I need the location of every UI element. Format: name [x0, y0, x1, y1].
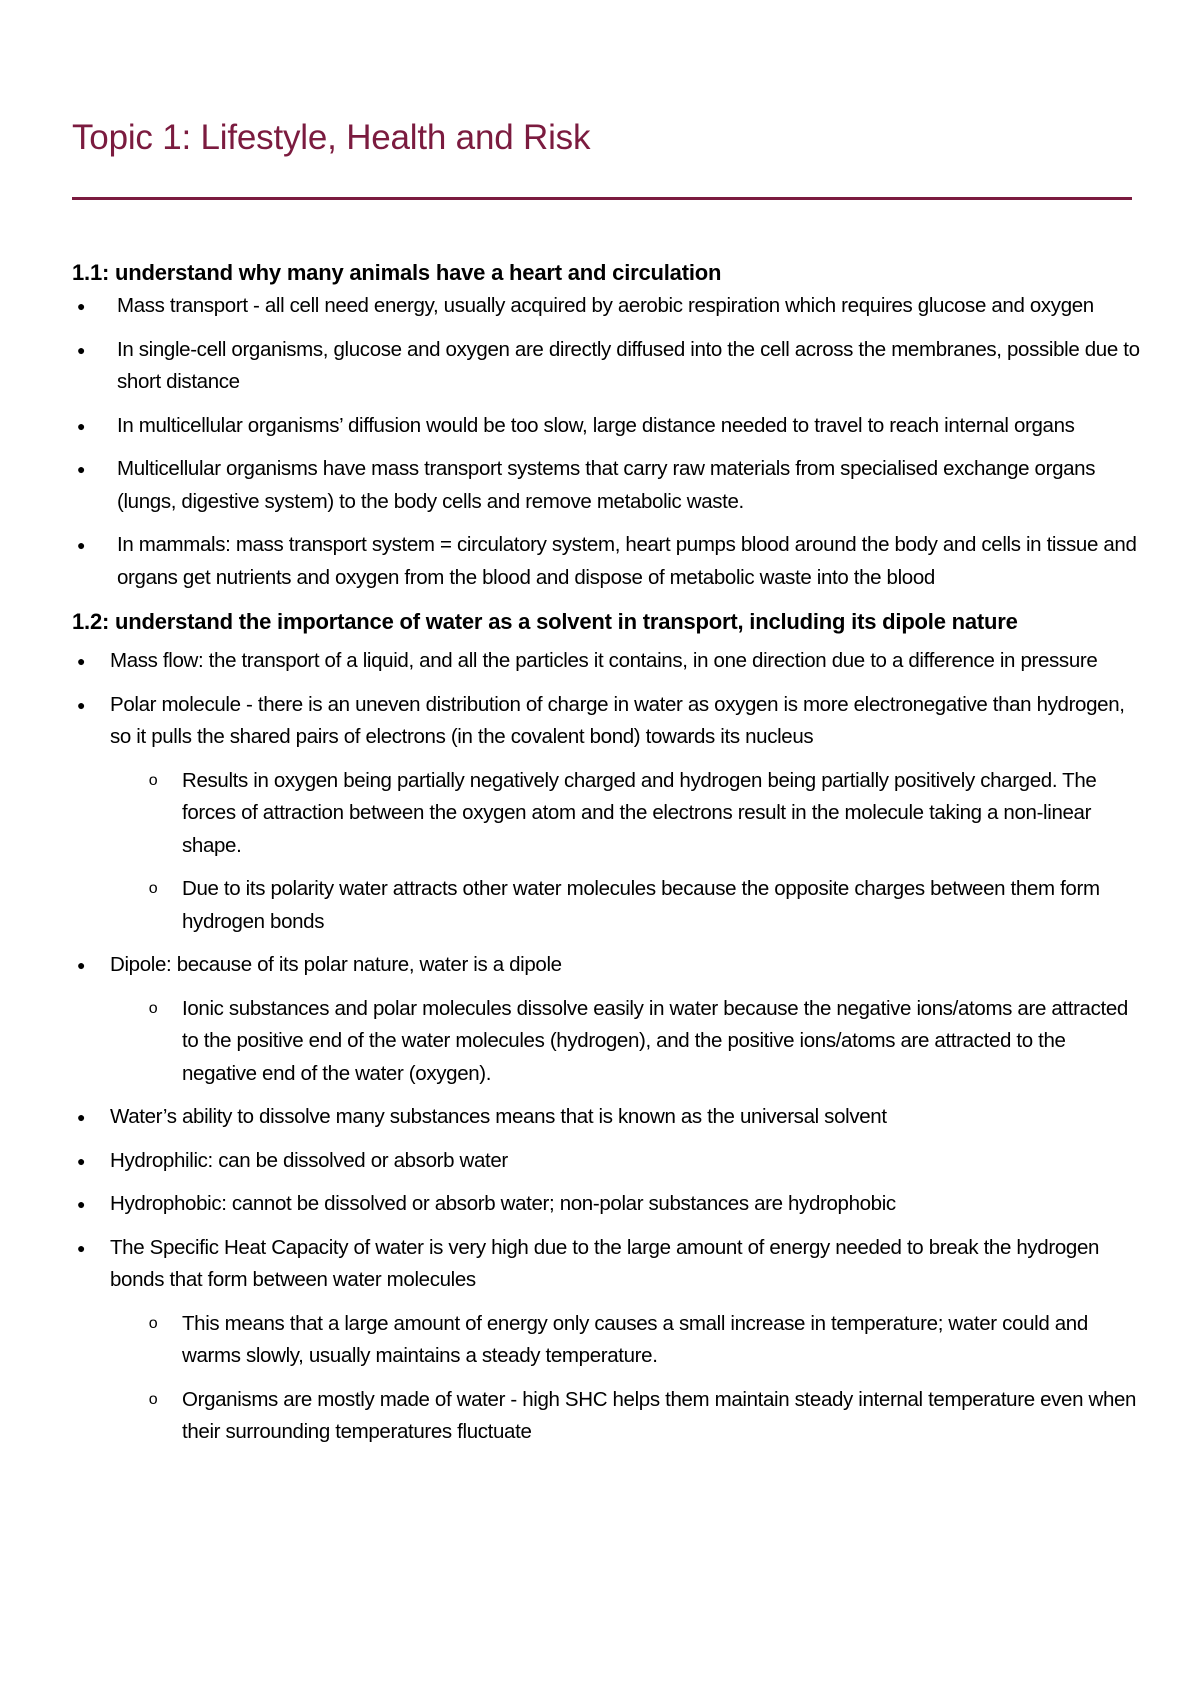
section-1-2-list — [72, 645, 1142, 754]
list-item-text: Dipole: because of its polar nature, water is a dipole — [110, 953, 562, 976]
list-item-text: Hydrophobic: cannot be dissolved or absorb water; non-polar substances are hydrophobic — [110, 1192, 896, 1215]
list-item-text: Results in oxygen being partially negatively charged and hydrogen being partially positively charged. The forces of attraction between the oxygen atom and the electrons result in the molecule taking a non-linear shape. — [182, 768, 1097, 857]
bullet-circle-icon: o — [148, 1390, 158, 1408]
document-title: Topic 1: Lifestyle, Health and Risk — [72, 118, 591, 157]
bullet-dot-icon: ● — [76, 653, 86, 669]
sub-list-item — [72, 993, 1142, 1091]
list-item-text: Due to its polarity water attracts other water molecules because the opposite charges between them form hydrogen bonds — [182, 877, 1100, 933]
section-heading-1-2: 1.2: understand the importance of water as a solvent in transport, including its dipole nature — [72, 609, 1018, 634]
bullet-dot-icon: ● — [76, 537, 86, 553]
bullet-dot-icon: ● — [76, 298, 86, 314]
list-item — [72, 689, 1142, 754]
bullet-dot-icon: ● — [76, 957, 86, 973]
list-item — [72, 290, 1142, 323]
section-1-1-list — [72, 290, 1142, 594]
bullet-circle-icon: o — [148, 1314, 158, 1332]
sub-list-item — [72, 873, 1142, 938]
list-item-text: Organisms are mostly made of water - high SHC helps them maintain steady internal temperature even when their surrounding temperatures fluctuate — [182, 1387, 1137, 1443]
bullet-dot-icon: ● — [76, 696, 86, 713]
list-item — [72, 334, 1142, 399]
list-item-text: Ionic substances and polar molecules dissolve easily in water because the negative ions/atoms are attracted to the positive end of the water molecules (hydrogen), and the positive ions/atoms are attracted to the negative end of the water (oxygen). — [182, 996, 1128, 1085]
sub-list-item — [72, 1384, 1142, 1449]
list-item-text: Water’s ability to dissolve many substances means that is known as the universal solvent — [110, 1105, 887, 1128]
list-item — [72, 1101, 1142, 1134]
bullet-dot-icon: ● — [76, 1239, 86, 1256]
sub-list — [72, 1308, 1142, 1449]
list-item-text: Mass flow: the transport of a liquid, and all the particles it contains, in one direction due to a difference in pressure — [110, 649, 1098, 672]
list-item — [72, 453, 1142, 518]
list-item-text: In multicellular organisms’ diffusion would be too slow, large distance needed to travel to reach internal organs — [117, 413, 1075, 437]
list-item-text: In mammals: mass transport system = circulatory system, heart pumps blood around the body and cells in tissue and organs get nutrients and oxygen from the blood and dispose of metabolic waste into the blood — [117, 533, 1137, 589]
list-item — [72, 645, 1142, 678]
list-item-text: This means that a large amount of energy only causes a small increase in temperature; water could and warms slowly, usually maintains a steady temperature. — [182, 1311, 1088, 1367]
list-item — [72, 410, 1142, 443]
bullet-circle-icon: o — [148, 771, 158, 789]
sub-list-item — [72, 765, 1142, 863]
list-item — [72, 1188, 1142, 1221]
bullet-dot-icon: ● — [76, 417, 86, 434]
bullet-circle-icon: o — [148, 880, 158, 897]
list-item-text: Polar molecule - there is an uneven distribution of charge in water as oxygen is more electronegative than hydrogen, so it pulls the shared pairs of electrons (in the covalent bond) towards its nucleus — [110, 692, 1125, 748]
list-item-text: Mass transport - all cell need energy, usually acquired by aerobic respiration which requires glucose and oxygen — [117, 294, 1094, 317]
document-body — [72, 256, 1142, 1460]
section-heading-1-1: 1.1: understand why many animals have a heart and circulation — [72, 260, 722, 285]
list-item-text: Multicellular organisms have mass transport systems that carry raw materials from specialised exchange organs (lungs, digestive system) to the body cells and remove metabolic waste. — [117, 457, 1096, 513]
sub-list — [72, 993, 1142, 1091]
title-divider — [72, 197, 1132, 200]
bullet-dot-icon: ● — [76, 1152, 86, 1169]
list-item-text: In single-cell organisms, glucose and oxygen are directly diffused into the cell across the membranes, possible due to short distance — [117, 337, 1140, 393]
list-item — [72, 529, 1142, 594]
section-1-2-list — [72, 1101, 1142, 1297]
bullet-circle-icon: o — [148, 999, 158, 1017]
bullet-dot-icon: ● — [76, 1196, 86, 1212]
list-item — [72, 1145, 1142, 1178]
bullet-dot-icon: ● — [76, 1109, 86, 1125]
bullet-dot-icon: ● — [76, 341, 86, 358]
section-1-2-list — [72, 949, 1142, 982]
list-item-text: Hydrophilic: can be dissolved or absorb water — [110, 1148, 508, 1172]
list-item-text: The Specific Heat Capacity of water is very high due to the large amount of energy needed to break the hydrogen bonds that form between water molecules — [110, 1235, 1100, 1291]
list-item — [72, 949, 1142, 982]
list-item — [72, 1232, 1142, 1297]
sub-list — [72, 765, 1142, 939]
bullet-dot-icon: ● — [76, 461, 86, 477]
sub-list-item — [72, 1308, 1142, 1373]
